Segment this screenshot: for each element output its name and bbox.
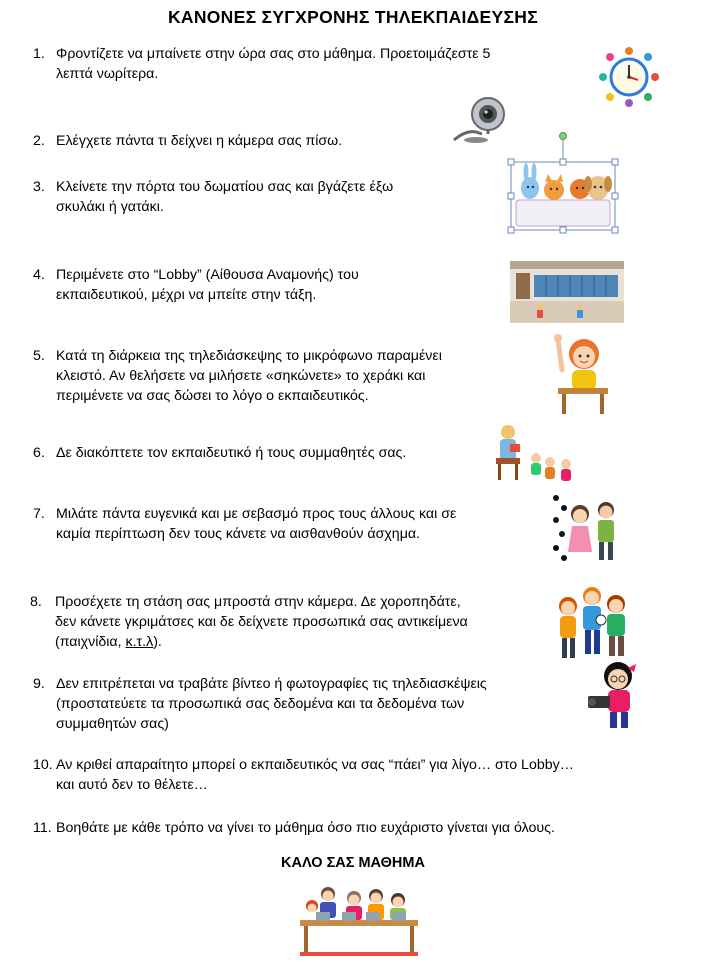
rule-text-line: Δε διακόπτετε τον εκπαιδευτικό ή τους συμμαθητές σας.: [56, 445, 407, 461]
rule-text-line: Ελέγχετε πάντα τι δείχνει η κάμερα σας πίσω.: [56, 133, 343, 149]
rule-text-line: λεπτά νωρίτερα.: [56, 66, 159, 82]
closing-message: ΚΑΛΟ ΣΑΣ ΜΑΘΗΜΑ: [281, 855, 425, 871]
girl-camera-icon: [584, 660, 646, 730]
teacher-reading-icon: [490, 422, 576, 484]
page-title: ΚΑΝΟΝΕΣ ΣΥΓΧΡΟΝΗΣ ΤΗΛΕΚΠΑΙΔΕΥΣΗΣ: [167, 7, 539, 27]
rule-text-line: Κλείνετε την πόρτα του δωματίου σας και βγάζετε έξω: [56, 179, 394, 195]
rule-number: 8.: [30, 594, 42, 610]
rule-text-line: Φροντίζετε να μπαίνετε στην ώρα σας στο μάθημα. Προετοιμάζεστε 5: [56, 46, 491, 62]
rule-text-line: Βοηθάτε με κάθε τρόπο να γίνει το μάθημα όσο πιο ευχάριστο γίνεται για όλους.: [56, 820, 555, 836]
clock-icon: [598, 46, 660, 108]
rule-number: 5.: [33, 348, 45, 364]
rule-text-line: Κατά τη διάρκεια της τηλεδιάσκεψης το μικρόφωνο παραμένει: [56, 348, 442, 364]
abbreviation-link: κ.τ.λ: [125, 634, 154, 650]
rule-text-line: δεν κάνετε γκριμάτσες και δε δείχνετε προσωπικά σας αντικείμενα: [55, 614, 468, 630]
kids-laptops-icon: [300, 884, 418, 958]
rule-text-line: [55, 632, 162, 652]
rule-text-line: σκυλάκι ή γατάκι.: [56, 199, 164, 215]
rule-text-line: Περιμένετε στο “Lobby” (Αίθουσα Αναμονής) του: [56, 267, 359, 283]
rule-text-line: (προστατεύετε τα προσωπικά σας δεδομένα και τα δεδομένα των: [56, 696, 465, 712]
rule-text-line: Προσέχετε τη στάση σας μπροστά στην κάμερα. Δε χοροπηδάτε,: [55, 594, 461, 610]
friends-talking-icon: [552, 494, 628, 564]
rule-text-segment: ).: [153, 634, 162, 650]
rule-text-line: Δεν επιτρέπεται να τραβάτε βίντεο ή φωτογραφίες τις τηλεδιασκέψεις: [56, 676, 487, 692]
rule-text-line: και αυτό δεν το θέλετε…: [56, 777, 208, 793]
rule-number: 2.: [33, 133, 45, 149]
rule-text-segment: (παιχνίδια,: [55, 634, 126, 650]
rule-number: 1.: [33, 46, 45, 62]
rule-text-line: Αν κριθεί απαραίτητο μπορεί ο εκπαιδευτικός να σας “πάει” για λίγο… στο Lobby…: [56, 757, 574, 773]
classroom-lobby-icon: [510, 261, 624, 323]
raised-hand-icon: [552, 330, 610, 414]
rule-text-line: Μιλάτε πάντα ευγενικά και με σεβασμό προς τους άλλους και σε: [56, 506, 457, 522]
rule-text-line: καμία περίπτωση δεν τους κάνετε να αισθανθούν άσχημα.: [56, 526, 421, 542]
rule-number: 7.: [33, 506, 45, 522]
rule-text-line: εκπαιδευτικού, μέχρι να μπείτε στην τάξη.: [56, 287, 317, 303]
rule-text-line: περιμένετε να σας δώσει το λόγο ο εκπαιδευτικός.: [56, 388, 369, 404]
rule-text-line: συμμαθητών σας): [56, 716, 169, 732]
rule-text-line: κλειστό. Αν θελήσετε να μιλήσετε «σηκώνετε» το χεράκι και: [56, 368, 426, 384]
rule-number: 6.: [33, 445, 45, 461]
rule-number: 9.: [33, 676, 45, 692]
rule-number: 10.: [33, 757, 53, 773]
rule-number: 11.: [33, 820, 52, 836]
children-group-icon: [552, 584, 634, 664]
rule-number: 3.: [33, 179, 45, 195]
rule-number: 4.: [33, 267, 45, 283]
pets-icon: [502, 132, 624, 240]
